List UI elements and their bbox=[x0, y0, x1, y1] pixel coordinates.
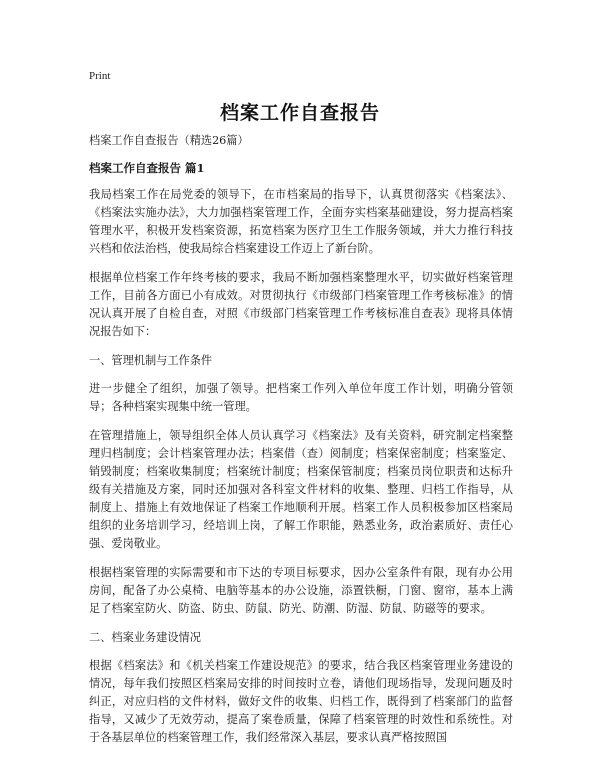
document-body bbox=[89, 132, 513, 758]
paragraph: 根据档案管理的实际需要和市下达的专项目标要求，因办公室条件有限，现有办公用房间，配备了办公桌椅、电脑等基本的办公设施，添置铁橱，门窗、窗帘，基本上满足了档案室防火、防盗、防虫、防鼠、防光、防潮、防湿、防鼠、防磁等的要求。 bbox=[89, 566, 513, 615]
paragraph: 根据单位档案工作年终考核的要求，我局不断加强档案整理水平，切实做好档案管理工作，目前各方面已小有成效。对贯彻执行《市级部门档案管理工作考核标准》的情况认真开展了自检自查，对照《市级部门档案管理工作考核标准自查表》现将具体情况报告如下： bbox=[89, 271, 513, 338]
section-heading: 档案工作自查报告 篇1 bbox=[89, 161, 205, 175]
document-title: 档案工作自查报告 bbox=[219, 102, 380, 124]
paragraph: 根据《档案法》和《机关档案工作建设规范》的要求，结合我区档案管理业务建设的情况，每年我们按照区档案局安排的时间按时立卷，请他们现场指导，发现问题及时纠正，对应归档的文件材料，做好文件的收集、归档工作，既得到了档案部门的监督指导，又减少了无效劳动，提高了案卷质量，保障了档案管理的时效性和系统性。对于各基层单位的档案管理工作，我们经常深入基层，要求认真严格按照国 bbox=[89, 659, 513, 744]
document-subtitle: 档案工作自查报告（精选26篇） bbox=[89, 134, 249, 147]
paragraph: 在管理措施上，领导组织全体人员认真学习《档案法》及有关资料，研究制定档案整理归档制度；会计档案管理办法；档案借（查）阅制度；档案保密制度；档案鉴定、销毁制度；档案收集制度；档案统计制度；档案保管制度；档案员岗位职责和达标升级有关措施及方案，同时还加强对各科室文件材料的收集、整理、归档工作指导，从制度上、措施上有效地保证了档案工作地顺利开展。档案工作人员积极参加区档案局组织的业务培训学习，经培训上岗，了解工作职能，熟悉业务，政治素质好、责任心强、爱岗敬业。 bbox=[89, 429, 513, 550]
subsection-heading: 二、档案业务建设情况 bbox=[89, 631, 201, 644]
print-label: Print bbox=[89, 70, 111, 82]
subsection-heading: 一、管理机制与工作条件 bbox=[89, 354, 213, 367]
paragraph: 进一步健全了组织，加强了领导。把档案工作列入单位年度工作计划，明确分管领导；各种档案实现集中统一管理。 bbox=[89, 382, 513, 413]
paragraph: 我局档案工作在局党委的领导下，在市档案局的指导下，认真贯彻落实《档案法》、《档案法实施办法》，大力加强档案管理工作，全面夯实档案基础建设，努力提高档案管理水平，积极开发档案资源，拓宽档案为医疗卫生工作服务领域，并大力推行科技兴档和依法治档，使我局综合档案建设工作迈上了新台阶。 bbox=[89, 188, 513, 255]
